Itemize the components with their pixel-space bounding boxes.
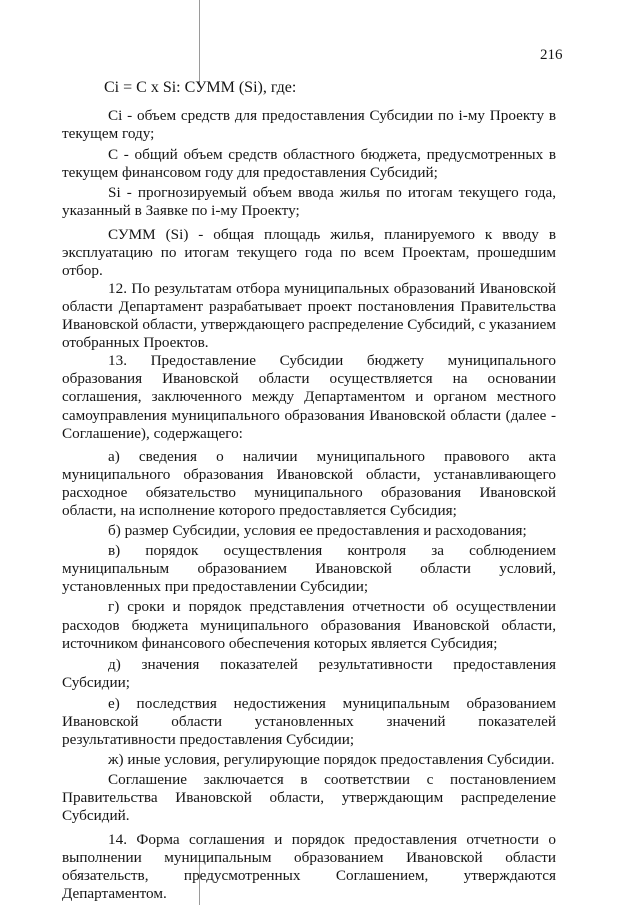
clause-13-item-zh: ж) иные условия, регулирующие порядок предоставления Субсидии. (108, 751, 555, 769)
clause-13-item-v: в) порядок осуществления контроля за соблюдением муниципальным образованием Ивановской области условий, установленных при предоставлении Субсидии; (62, 542, 556, 596)
clause-13-item-a: а) сведения о наличии муниципального правового акта муниципального образования Ивановской области, устанавливающего расходное обязательство муниципального образования Ивановской области, на исполнение которого предоставляется Субсидия; (62, 447, 556, 519)
definition-si: Si - прогнозируемый объем ввода жилья по итогам текущего года, указанный в Заявке по i-му Проекту; (62, 184, 556, 220)
agreement-conclusion: Соглашение заключается в соответствии с постановлением Правительства Ивановской области, утверждающим распределение Субсидий. (62, 771, 556, 825)
clause-12: 12. По результатам отбора муниципальных образований Ивановской области Департамент разрабатывает проект постановления Правительства Ивановской области, утверждающего распределение Субсидий, с указанием отобранных Проектов. (62, 279, 556, 352)
clause-14: 14. Форма соглашения и порядок предоставления отчетности о выполнении муниципальным образованием Ивановской области обязательств, предусмотренных Соглашением, утверждаются Департаментом. (62, 830, 556, 902)
page-number: 216 (540, 47, 563, 63)
clause-13-item-e: е) последствия недостижения муниципальным образованием Ивановской области установленных значений показателей результативности предоставления Субсидии; (62, 694, 556, 749)
definition-summ-si: СУММ (Si) - общая площадь жилья, планируемого к вводу в эксплуатацию по итогам текущего года по всем Проектам, прошедшим отбор. (62, 225, 556, 279)
binding-mark-top (199, 0, 200, 86)
clause-13-item-d: д) значения показателей результативности предоставления Субсидии; (62, 655, 556, 691)
subsidy-formula: Ci = C x Si: СУММ (Si), где: (104, 79, 297, 96)
definition-c: C - общий объем средств областного бюджета, предусмотренных в текущем финансовом году для предоставления Субсидий; (62, 146, 556, 182)
clause-13: 13. Предоставление Субсидии бюджету муниципального образования Ивановской области осуществляется на основании соглашения, заключенного между Департаментом и органом местного самоуправления муниципального образования Ивановской области (далее - Соглашение), содержащего: (62, 352, 556, 442)
clause-13-item-g: г) сроки и порядок представления отчетности об осуществлении расходов бюджета муниципального образования Ивановской области, источником финансового обеспечения которых является Субсидия; (62, 598, 556, 652)
document-body (62, 107, 556, 903)
clause-13-item-b: б) размер Субсидии, условия ее предоставления и расходования; (108, 522, 527, 540)
definition-ci: Ci - объем средств для предоставления Субсидии по i-му Проекту в текущем году; (62, 107, 556, 143)
